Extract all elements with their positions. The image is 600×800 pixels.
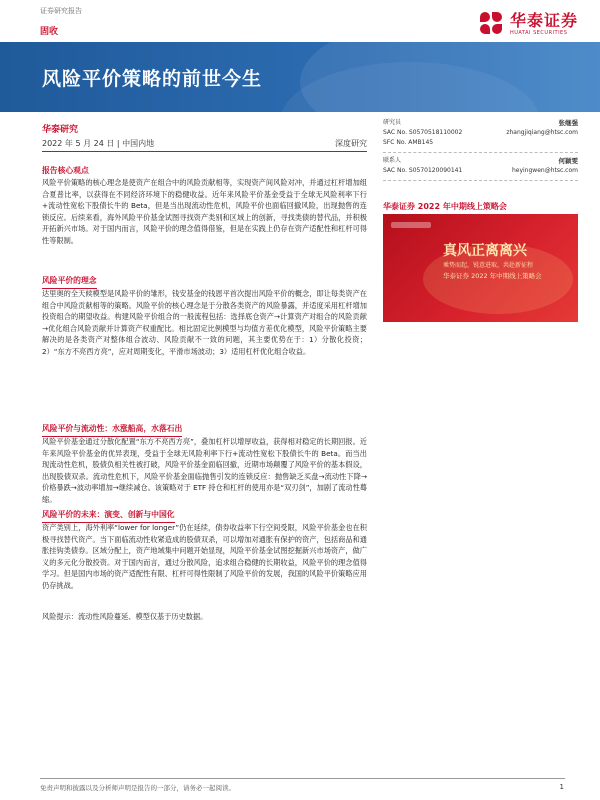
analyst-card: 研究员 张继强 SAC No. S0570518110002 zhangjiqiang@htsc.com SFC No. AMB145 <box>383 119 578 146</box>
analyst-email[interactable]: heyingwen@htsc.com <box>511 167 578 174</box>
analyst-card: 联系人 何颖雯 SAC No. S0570120090141 heyingwen@htsc.com <box>383 157 578 174</box>
promo-event: 华泰证券 2022 年中期线上策略会 <box>443 272 542 280</box>
section-3-paragraph: 资产类别上，海外利率“lower for longer”仍在延续，债券收益率下行空间受限，风险平价基金也在积极寻找替代资产。当下面临流动性收紧造成的股债双杀，可以增加对通胀有保护的资产，包括商品和通胀挂钩类债券。区域分配上，资产地域集中问题开始显现，风险平价基金试图挖掘新兴市场资产，做广义的多元化分散投资。对于国内而言，通过分散风险，追求组合稳健的长期收益，风险平价的理念值得学习。但是国内市场的资产适配性有限、杠杆可得性限制了风险平价的发展，我国的风险平价策略应用仍存挑战。 <box>42 523 367 590</box>
report-title: 风险平价策略的前世今生 <box>42 68 263 90</box>
meta-divider <box>42 151 367 152</box>
promo-banner[interactable] <box>383 214 578 322</box>
section-3-heading: 风险平价的未来：演变、创新与中国化 <box>42 509 175 523</box>
report-meta <box>42 138 367 149</box>
report-type: 深度研究 <box>335 139 367 148</box>
top-label: 证券研究报告 <box>40 7 82 15</box>
analyst-divider <box>383 180 578 181</box>
risk-warning: 风险提示：流动性风险蔓延、模型仅基于历史数据。 <box>42 612 208 621</box>
promo-slogan: 真风正离离兴 <box>443 243 527 259</box>
promo-title: 华泰证券 2022 年中期线上策略会 <box>383 202 507 211</box>
logo-chinese-name: 华泰证券 <box>509 11 578 30</box>
summary-paragraph: 风险平价策略的核心理念是使资产在组合中的风险贡献相等，实现资产间风险对冲，并通过杠杆增加组合夏普比率，以获得在不同经济环境下的稳健收益。近年来风险平价基金受益于全球无风险利率下行+流动性宽松下股债长牛的 Beta，但是当出现流动性危机，风险平价也面临回撤风险，出现抛售的连锁反应。后续来看，海外风险平价基金试图寻找资产类别和区域上的创新，寻找类债的替代品，并积极开拓新兴市场。对于国内而言，风险平价的理念值得借鉴，但是在实践上仍存在资产适配性和杠杆可得性等限制。 <box>42 178 367 245</box>
section-1-heading: 风险平价的理念 <box>42 275 97 289</box>
summary-heading: 报告核心观点 <box>42 166 89 175</box>
report-category: 固收 <box>40 27 59 37</box>
section-2-paragraph: 风险平价基金通过分散化配置“东方不亮西方亮”，叠加杠杆以增厚收益，获得相对稳定的长期回报。近年来风险平价基金的优异表现，受益于全球无风险利率下行+流动性宽松下股债长牛的 Beta。而当出现流动性危机，股债负相关性被打破，风险平价基金面临回撤，近期市场颠覆了风险平价的基本假设，出现股债双杀。流动性危机下，风险平价基金面临抛售引发的连锁反应：抛售缺乏买盘→流动性下降→价格暴跌→波动率增加→继续减仓。该策略对于 ETF 持仓和杠杆的使用亦是“双刃剑”，加剧了流动性蓦缩。 <box>42 437 367 504</box>
section-1-paragraph: 达里奥的全天候模型是风险平价的雏形，钱安基金的钱恩平首次提出风险平价的概念，即让每类资产在组合中风险贡献相等的策略。风险平价的核心理念是于分散各类资产的风险暴露，并适度采用杠杆增加投资组合的期望收益。构建风险平价组合的一般流程包括：选择底仓资产→计算资产对组合的风险贡献→优化组合风险贡献并计算资产权重配比。相比固定比例模型与均值方差优化模型，风险平价策略主要解决的是各类资产对整体组合波动、风险贡献不一致的问题，其主要优势在于：1）分散化投资；2）“东方不亮西方亮”，应对周期变化，平滑市场波动；3）适用杠杆优化组合收益。 <box>42 289 367 356</box>
section-2-heading: 风险平价与流动性：水涨船高，水落石出 <box>42 423 182 437</box>
page-number: 1 <box>559 783 564 791</box>
report-date-region: 2022 年 5 月 24 日 | 中国内地 <box>42 139 155 148</box>
promo-badge-icon <box>391 222 431 228</box>
analyst-email[interactable]: zhangjiqiang@htsc.com <box>506 129 578 136</box>
title-banner <box>0 42 600 112</box>
promo-subtitle: 乘势而起，锐意进取，共赴新征程 <box>443 262 534 269</box>
company-logo <box>480 12 578 36</box>
analyst-divider <box>383 152 578 153</box>
logo-english-name: HUATAI SECURITIES <box>509 30 568 36</box>
research-brand: 华泰研究 <box>42 125 79 135</box>
logo-mark-icon <box>480 12 504 36</box>
footer-divider <box>40 778 565 779</box>
footer-disclaimer: 免责声明和披露以及分析师声明是报告的一部分，请务必一起阅读。 <box>40 784 235 792</box>
